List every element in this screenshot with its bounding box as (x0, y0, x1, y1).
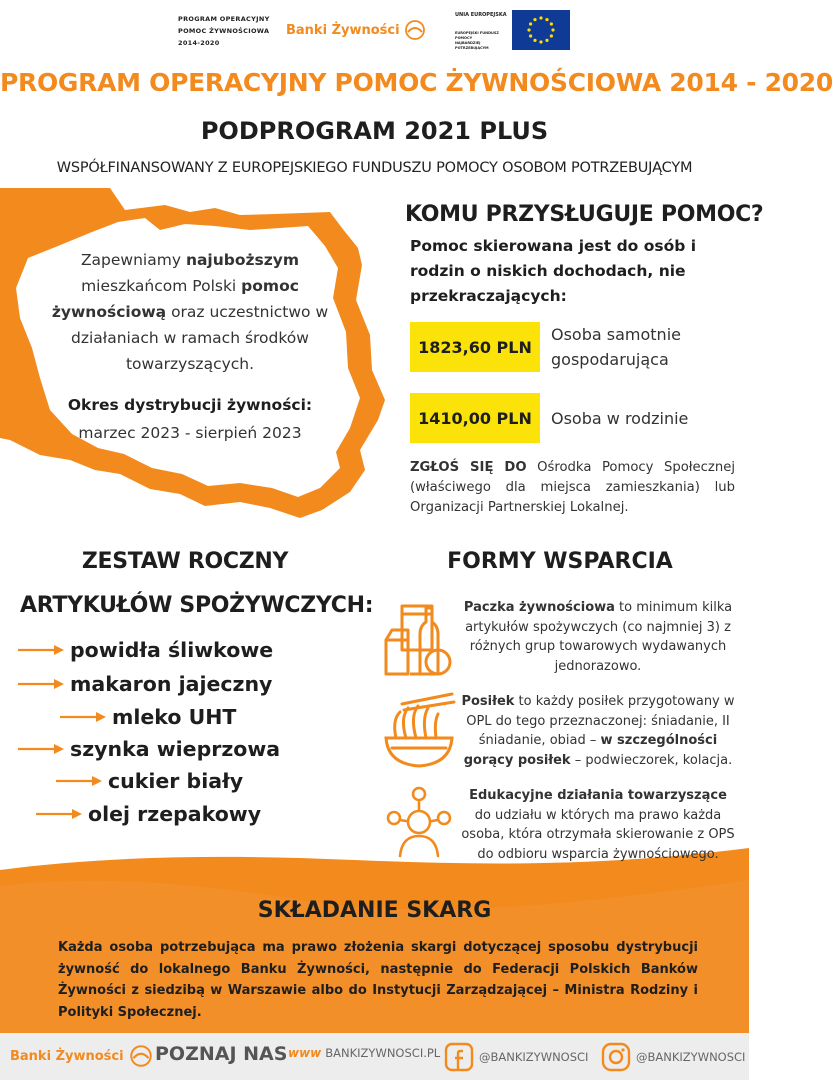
cofinance-text: WSPÓŁFINANSOWANY Z EUROPEJSKIEGO FUNDUSZU POMOCY OSOBOM POTRZEBUJĄCYM (56, 160, 693, 176)
kit-item (36, 802, 261, 826)
form-meal-text (460, 692, 736, 770)
form-package-bold: Paczka żywnościowa (463, 600, 615, 615)
eu-star-icon (539, 40, 542, 43)
eu-star-icon (551, 28, 554, 31)
form-meal-bold: Posiłek (461, 694, 515, 709)
footer-logo (10, 1045, 154, 1067)
banki-logo-icon (403, 20, 427, 40)
eu-fund-line-1: EUROPEJSKI FUNDUSZ POMOCY (455, 31, 499, 40)
form-package-text (460, 598, 736, 676)
eu-star-icon (533, 18, 536, 21)
kit-item-label: szynka wieprzowa (70, 737, 281, 761)
footer-cta: POZNAJ NAS (155, 1043, 288, 1065)
education-person-icon (384, 784, 454, 858)
eu-flag-background (512, 10, 570, 50)
kit-item (18, 737, 280, 761)
kit-title-line-2: ARTYKUŁÓW SPOŻYWCZYCH: (20, 593, 374, 618)
arrow-right-icon (36, 807, 84, 821)
kit-title-line-1: ZESTAW ROCZNY (81, 549, 289, 574)
eu-star-icon (527, 28, 530, 31)
footer-website: BANKIZYWNOSCI.PL (325, 1046, 441, 1060)
eu-star-icon (550, 34, 553, 37)
kit-item (56, 769, 243, 793)
kit-item-label: mleko UHT (112, 705, 237, 729)
kit-item (18, 672, 272, 696)
program-line-2: POMOC ŻYWNOŚCIOWA (178, 27, 270, 35)
kit-item-label: powidła śliwkowe (70, 638, 274, 662)
banki-logo (286, 20, 427, 40)
form-education-bold: Edukacyjne działania towarzyszące (469, 788, 727, 803)
eu-star-icon (539, 16, 542, 19)
footer-logo-text: Banki Żywności (10, 1048, 124, 1064)
footer-instagram-link[interactable] (601, 1042, 745, 1072)
program-line-1: PROGRAM OPERACYJNY (178, 15, 270, 23)
form-education-text (460, 786, 736, 864)
footer-facebook: @BANKIZYWNOSCI (479, 1050, 589, 1064)
eu-star-icon (545, 18, 548, 21)
threshold-amount-2: 1410,00 PLN (410, 393, 540, 443)
eu-text (455, 12, 515, 51)
footer-facebook-link[interactable] (444, 1042, 588, 1072)
arrow-right-icon (18, 643, 66, 657)
form-meal-rest2: – podwieczorek, kolacja. (570, 752, 733, 768)
intro-b1: najuboższym (185, 251, 300, 269)
kit-item-label: cukier biały (108, 769, 244, 793)
footer-instagram: @BANKIZYWNOSCI (636, 1050, 746, 1064)
eu-star-icon (533, 39, 536, 42)
form-meal-bold2: w szczególności gorący posiłek (463, 733, 718, 768)
threshold-label-2: Osoba w rodzinie (551, 409, 689, 428)
main-title: PROGRAM OPERACYJNY POMOC ŻYWNOŚCIOWA 2014 - 2020 (0, 68, 833, 97)
arrow-right-icon (60, 710, 108, 724)
footer-website-link[interactable] (288, 1046, 440, 1060)
arrow-right-icon (18, 742, 66, 756)
forms-title: FORMY WSPARCIA (447, 549, 673, 574)
intro-text (40, 247, 340, 377)
noodle-bowl-icon (382, 690, 456, 770)
threshold-label-1: Osoba samotnie gospodarująca (551, 325, 681, 369)
sub-title: PODPROGRAM 2021 PLUS (200, 117, 549, 145)
arrow-right-icon (56, 774, 104, 788)
form-package-rest: to minimum kilka artykułów spożywczych (co najmniej 3) z różnych grup towarowych wydawanych jednorazowo. (465, 600, 733, 674)
eu-star-icon (550, 22, 553, 25)
intro-t2: mieszkańcom Polski (81, 277, 242, 295)
who-text: Pomoc skierowana jest do osób i rodzin o niskich dochodach, nie przekraczających: (410, 237, 697, 305)
banki-logo-icon (128, 1045, 154, 1067)
report-text (410, 458, 735, 518)
instagram-icon (601, 1042, 631, 1072)
intro-b2: pomoc żywnościową (51, 277, 299, 321)
complaints-text: Każda osoba potrzebująca ma prawo złożenia skargi dotyczącej sposobu dystrybucji żywność do lokalnego Banku Żywności, następnie do Federacji Polskich Banków Żywności z siedzibą w Warszawie albo do Instytucji Zarządzającej – Ministra Rodziny i Polityki Społecznej. (58, 940, 698, 1020)
grocery-bag-icon (382, 600, 456, 678)
intro-t3: oraz uczestnictwo w działaniach w ramach środków towarzyszących. (71, 303, 329, 373)
eu-star-icon (545, 39, 548, 42)
kit-item-label: olej rzepakowy (88, 802, 262, 826)
period-value: marzec 2023 - sierpień 2023 (78, 424, 302, 442)
form-education-rest: do udziału w których ma prawo każda osoba, która otrzymała skierowanie z OPS do odbioru wsparcia żywnościowego. (461, 807, 735, 862)
program-line-3: 2014-2020 (178, 39, 220, 47)
program-logo-text (178, 13, 270, 49)
intro-t1: Zapewniamy (80, 251, 186, 269)
eu-fund-line-2: NAJBARDZIEJ POTRZEBUJĄCYM (455, 41, 489, 50)
kit-item (60, 705, 236, 729)
report-bold: ZGŁOŚ SIĘ DO (410, 460, 527, 475)
facebook-icon (444, 1042, 474, 1072)
kit-item-label: makaron jajeczny (70, 672, 273, 696)
period-label: Okres dystrybucji żywności: (67, 396, 313, 414)
form-meal-rest: to każdy posiłek przygotowany w OPL do tego przeznaczonej: śniadanie, II śniadanie, obiad – (466, 694, 735, 748)
eu-star-icon (529, 34, 532, 37)
eu-star-icon (529, 22, 532, 25)
www-icon: www (288, 1046, 322, 1060)
eu-flag-icon (512, 10, 570, 50)
eu-label: UNIA EUROPEJSKA (455, 12, 507, 18)
arrow-right-icon (18, 677, 66, 691)
who-title: KOMU PRZYSŁUGUJE POMOC? (405, 202, 764, 227)
threshold-amount-1: 1823,60 PLN (410, 322, 540, 372)
report-rest: Ośrodka Pomocy Społecznej (właściwego dla miejsca zamieszkania) lub Organizacji Partnerskiej Lokalnej. (410, 460, 735, 515)
complaints-title: SKŁADANIE SKARG (257, 898, 492, 923)
kit-item (18, 638, 273, 662)
banki-logo-text: Banki Żywności (286, 22, 400, 38)
